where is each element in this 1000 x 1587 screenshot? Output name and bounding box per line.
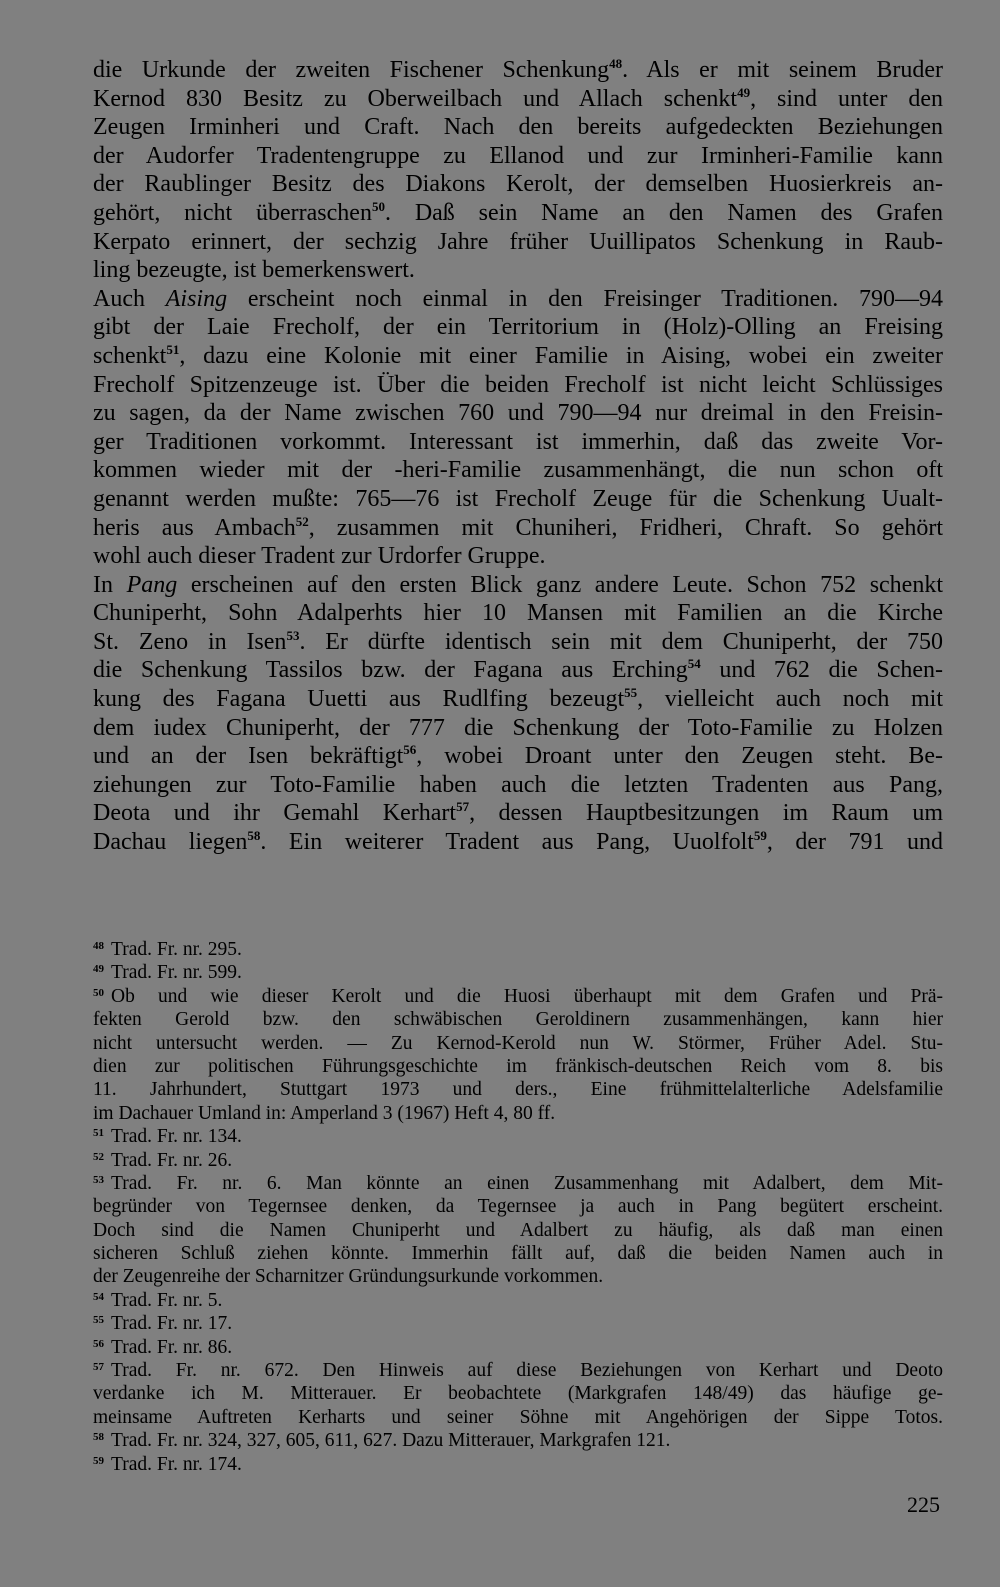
footnote-text: nicht untersucht werden. — Zu Kernod-Kerold nun W. Störmer, Früher Adel. Stu- xyxy=(93,1032,943,1054)
footnote-line xyxy=(93,938,943,961)
footnote-text: Trad. Fr. nr. 17. xyxy=(111,1313,233,1335)
line-lead: In xyxy=(93,571,127,598)
footnote-ref: 49 xyxy=(737,84,751,100)
line-text: Chuniperht, Sohn Adalperhts hier 10 Mansen mit Familien an die Kirche xyxy=(93,600,943,627)
footnote-ref: 59 xyxy=(753,828,767,844)
footnote-number: 59 xyxy=(93,1454,104,1467)
text-line xyxy=(93,142,943,171)
footnote-text: der Zeugenreihe der Scharnitzer Gründungsurkunde vorkommen. xyxy=(93,1266,604,1288)
footnote-text: meinsame Auftreten Kerharts und seiner Söhne mit Angehörigen der Sippe Totos. xyxy=(93,1406,943,1428)
footnote-ref: 58 xyxy=(247,828,261,844)
footnote-ref: 55 xyxy=(624,685,638,701)
footnote-ref: 56 xyxy=(403,742,417,758)
text-line xyxy=(93,828,943,857)
text-line xyxy=(93,428,943,457)
line-text-cont: , vielleicht auch noch mit xyxy=(637,686,943,713)
footnote-ref: 54 xyxy=(687,656,701,672)
line-text: gibt der Laie Frecholf, der ein Territorium in (Holz)-Olling an Freising xyxy=(93,314,943,341)
footnote-ref: 50 xyxy=(371,198,385,214)
text-line xyxy=(93,628,943,657)
text-line xyxy=(93,599,943,628)
line-text: zu sagen, da der Name zwischen 760 und 790—94 nur dreimal in den Freisin- xyxy=(93,400,943,427)
text-line xyxy=(93,656,943,685)
text-line xyxy=(93,199,943,228)
footnote-number: 50 xyxy=(93,986,104,999)
line-text-cont: , der 791 und xyxy=(766,829,943,856)
footnote-line xyxy=(93,985,943,1008)
line-text: ger Traditionen vorkommt. Interessant ist immerhin, daß das zweite Vor- xyxy=(93,428,943,455)
footnote-number: 58 xyxy=(93,1431,104,1444)
footnote-number: 51 xyxy=(93,1127,104,1140)
footnote-text: im Dachauer Umland in: Amperland 3 (1967) Heft 4, 80 ff. xyxy=(93,1102,556,1124)
line-text-cont: . Ein weiterer Tradent aus Pang, Uuolfolt xyxy=(260,829,754,856)
line-text: der Raublinger Besitz des Diakons Kerolt, der demselben Huosierkreis an- xyxy=(93,171,943,198)
footnote-text: dien zur politischen Führungsgeschichte im fränkisch-deutschen Reich vom 8. bis xyxy=(93,1055,943,1077)
footnote-text: Trad. Fr. nr. 672. Den Hinweis auf diese Beziehungen von Kerhart und Deoto xyxy=(111,1360,943,1382)
line-text: erscheinen auf den ersten Blick ganz andere Leute. Schon 752 schenkt xyxy=(177,571,944,598)
text-line xyxy=(93,313,943,342)
footnote-ref: 48 xyxy=(609,56,623,71)
line-text: dem iudex Chuniperht, der 777 die Schenkung der Toto-Familie zu Holzen xyxy=(93,714,943,741)
line-text: Zeugen Irminheri und Craft. Nach den bereits aufgedeckten Beziehungen xyxy=(93,114,943,141)
footnote-text: Trad. Fr. nr. 295. xyxy=(111,939,242,960)
line-text: ziehungen zur Toto-Familie haben auch die letzten Tradenten aus Pang, xyxy=(93,771,943,798)
line-text: Kernod 830 Besitz zu Oberweilbach und Allach schenkt xyxy=(93,85,738,112)
line-text: Deota und ihr Gemahl Kerhart xyxy=(93,800,457,827)
line-text-cont: . Als er mit seinem Bruder xyxy=(622,57,943,83)
footnote-line xyxy=(93,1359,943,1382)
text-line xyxy=(93,228,943,257)
footnote-line xyxy=(93,1453,943,1476)
page-number: 225 xyxy=(907,1492,940,1517)
footnotes xyxy=(93,938,943,1476)
line-text: genannt werden mußte: 765—76 ist Frecholf Zeuge für die Schenkung Uualt- xyxy=(93,485,943,512)
place-name: Aising xyxy=(165,285,228,312)
footnote-number: 54 xyxy=(93,1290,104,1303)
footnote-ref: 51 xyxy=(166,341,180,357)
line-text: erscheint noch einmal in den Freisinger Traditionen. 790—94 xyxy=(227,285,944,312)
footnote-line xyxy=(93,1032,943,1055)
line-text: und an der Isen bekräftigt xyxy=(93,743,404,770)
footnote-text: Trad. Fr. nr. 174. xyxy=(111,1453,242,1475)
line-text: Kerpato erinnert, der sechzig Jahre früher Uuillipatos Schenkung in Raub- xyxy=(93,228,943,255)
line-text: die Schenkung Tassilos bzw. der Fagana aus Erching xyxy=(93,657,688,684)
text-line xyxy=(93,399,943,428)
text-line xyxy=(93,571,943,600)
footnote-text: 11. Jahrhundert, Stuttgart 1973 und ders., Eine frühmittelalterliche Adelsfamilie xyxy=(93,1079,943,1101)
line-text: die Urkunde der zweiten Fischener Schenkung xyxy=(93,57,610,83)
line-text: heris aus Ambach xyxy=(93,514,296,541)
footnote-line xyxy=(93,1336,943,1359)
line-text: kommen wieder mit der -heri-Familie zusammenhängt, die nun schon oft xyxy=(93,457,943,484)
text-line xyxy=(93,514,943,543)
line-text-cont: , dessen Hauptbesitzungen im Raum um xyxy=(469,800,943,827)
line-text-cont: , zusammen mit Chuniheri, Fridheri, Chraft. So gehört xyxy=(308,514,944,541)
text-line xyxy=(93,256,943,285)
footnote-line xyxy=(93,1429,943,1452)
footnote-text: fekten Gerold bzw. den schwäbischen Geroldinern zusammenhängen, kann hier xyxy=(93,1009,943,1031)
line-text: gehört, nicht überraschen xyxy=(93,199,372,226)
text-line xyxy=(93,113,943,142)
footnote-line xyxy=(93,1008,943,1031)
footnote-text: Trad. Fr. nr. 599. xyxy=(111,962,242,984)
footnote-line xyxy=(93,1312,943,1335)
line-text: der Audorfer Tradentengruppe zu Ellanod und zur Irminheri-Familie kann xyxy=(93,142,943,169)
footnote-text: Doch sind die Namen Chuniperht und Adalbert zu häufig, als daß man einen xyxy=(93,1219,943,1241)
footnote-text: Trad. Fr. nr. 5. xyxy=(111,1289,223,1311)
text-line xyxy=(93,685,943,714)
footnote-number: 49 xyxy=(93,963,104,976)
footnote-line xyxy=(93,1102,943,1125)
footnote-text: Trad. Fr. nr. 6. Man könnte an einen Zusammenhang mit Adalbert, dem Mit- xyxy=(111,1172,943,1194)
text-line xyxy=(93,456,943,485)
footnote-ref: 53 xyxy=(286,627,300,643)
footnote-line xyxy=(93,1149,943,1172)
footnote-number: 57 xyxy=(93,1361,104,1374)
text-line xyxy=(93,170,943,199)
footnote-line xyxy=(93,1172,943,1195)
text-line xyxy=(93,799,943,828)
line-text-cont: . Er dürfte identisch sein mit dem Chuniperht, der 750 xyxy=(299,628,943,655)
footnote-number: 55 xyxy=(93,1314,104,1327)
footnote-text: Ob und wie dieser Kerolt und die Huosi überhaupt mit dem Grafen und Prä- xyxy=(111,985,943,1007)
footnote-line xyxy=(93,1289,943,1312)
line-text-cont: und 762 die Schen- xyxy=(700,657,944,684)
text-line xyxy=(93,342,943,371)
text-line xyxy=(93,742,943,771)
line-text: kung des Fagana Uuetti aus Rudlfing bezeugt xyxy=(93,686,625,713)
line-text-cont: , wobei Droant unter den Zeugen steht. Be- xyxy=(416,743,943,770)
footnote-line xyxy=(93,961,943,984)
footnote-line xyxy=(93,1265,943,1288)
footnote-line xyxy=(93,1406,943,1429)
footnote-ref: 57 xyxy=(456,799,470,815)
text-line xyxy=(93,56,943,85)
footnote-number: 48 xyxy=(93,940,104,952)
footnote-number: 53 xyxy=(93,1173,104,1186)
footnote-text: sicheren Schluß ziehen könnte. Immerhin fällt auf, daß die beiden Namen auch in xyxy=(93,1243,943,1265)
text-line xyxy=(93,771,943,800)
footnote-text: begründer von Tegernsee denken, da Tegernsee ja auch in Pang begütert erscheint. xyxy=(93,1196,943,1218)
footnote-text: Trad. Fr. nr. 324, 327, 605, 611, 627. Dazu Mitterauer, Markgrafen 121. xyxy=(111,1430,671,1452)
place-name: Pang xyxy=(126,571,178,598)
footnote-text: Trad. Fr. nr. 26. xyxy=(111,1149,233,1171)
line-text: ling bezeugte, ist bemerkenswert. xyxy=(93,257,415,284)
line-text-cont: . Daß sein Name an den Namen des Grafen xyxy=(384,199,943,226)
footnote-text: verdanke ich M. Mitterauer. Er beobachtete (Markgrafen 148/49) das häufige ge- xyxy=(93,1383,943,1405)
text-line xyxy=(93,714,943,743)
footnote-number: 56 xyxy=(93,1337,104,1350)
text-line xyxy=(93,371,943,400)
footnote-text: Trad. Fr. nr. 134. xyxy=(111,1126,242,1148)
text-line xyxy=(93,542,943,571)
footnote-line xyxy=(93,1382,943,1405)
text-line xyxy=(93,85,943,114)
footnote-line xyxy=(93,1055,943,1078)
line-text: Frecholf Spitzenzeuge ist. Über die beiden Frecholf ist nicht leicht Schlüssiges xyxy=(93,371,943,398)
footnote-number: 52 xyxy=(93,1150,104,1163)
line-text-cont: , dazu eine Kolonie mit einer Familie in Aising, wobei ein zweiter xyxy=(179,342,943,369)
footnote-line xyxy=(93,1242,943,1265)
line-text: schenkt xyxy=(93,342,167,369)
line-text: St. Zeno in Isen xyxy=(93,628,287,655)
footnote-line xyxy=(93,1195,943,1218)
line-text: wohl auch dieser Tradent zur Urdorfer Gruppe. xyxy=(93,543,546,570)
main-text xyxy=(93,56,943,857)
footnote-text: Trad. Fr. nr. 86. xyxy=(111,1336,233,1358)
footnote-ref: 52 xyxy=(295,513,309,529)
line-lead: Auch xyxy=(93,285,166,312)
text-line xyxy=(93,485,943,514)
footnote-line xyxy=(93,1078,943,1101)
line-text-cont: , sind unter den xyxy=(750,85,943,112)
text-line xyxy=(93,285,943,314)
line-text: Dachau liegen xyxy=(93,829,248,856)
footnote-line xyxy=(93,1125,943,1148)
footnote-line xyxy=(93,1219,943,1242)
